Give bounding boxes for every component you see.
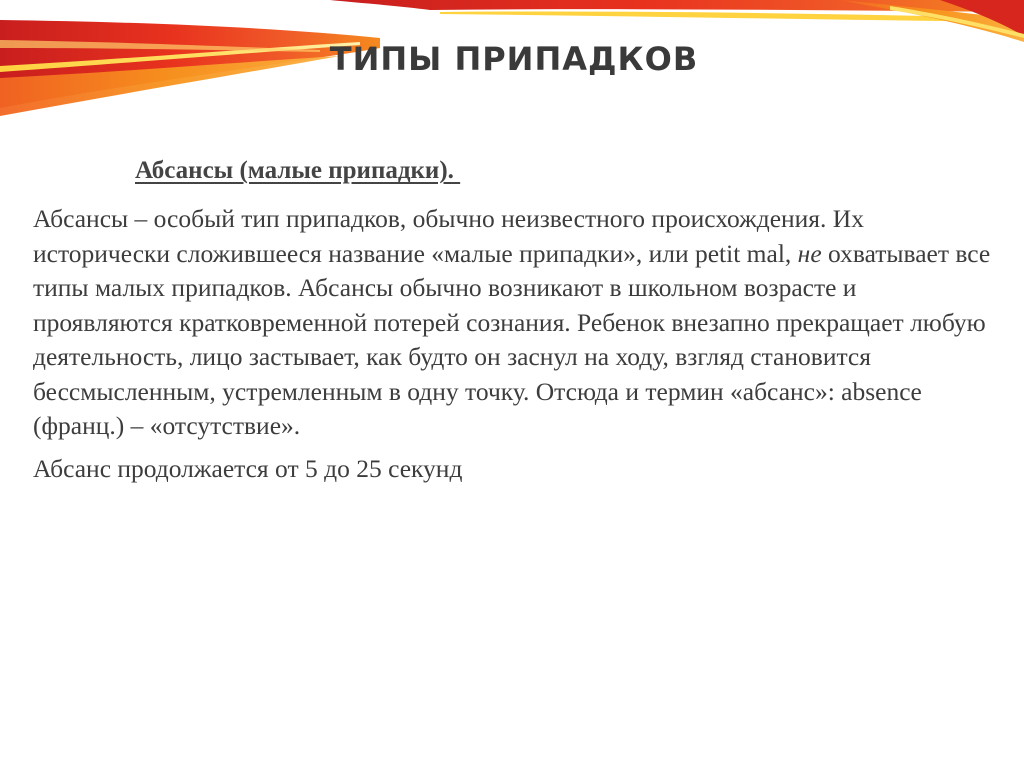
slide-title: ТИПЫ ПРИПАДКОВ [329, 40, 699, 78]
slide-body [33, 202, 993, 486]
paragraph-description [33, 202, 993, 444]
paragraph-text-start: Абсансы – особый тип припадков, обычно неизвестного происхождения. Их исторически сложившееся название «малые припадки», или petit mal, [33, 204, 864, 268]
section-subtitle: Абсансы (малые припадки). [135, 157, 461, 184]
paragraph-duration: Абсанс продолжается от 5 до 25 секунд [33, 453, 463, 483]
paragraph-text-end: охватывает все типы малых припадков. Абсансы обычно возникают в школьном возрасте и проявляются кратковременной потерей сознания. Ребенок внезапно прекращает любую деятельность, лицо застывает, как будто он заснул на ходу, взгляд становится бессмысленным, устремленным в одну точку. Отсюда и термин «абсанс»: absence (франц.) – «отсутствие». [33, 238, 991, 440]
paragraph-italic-word: не [797, 238, 822, 268]
